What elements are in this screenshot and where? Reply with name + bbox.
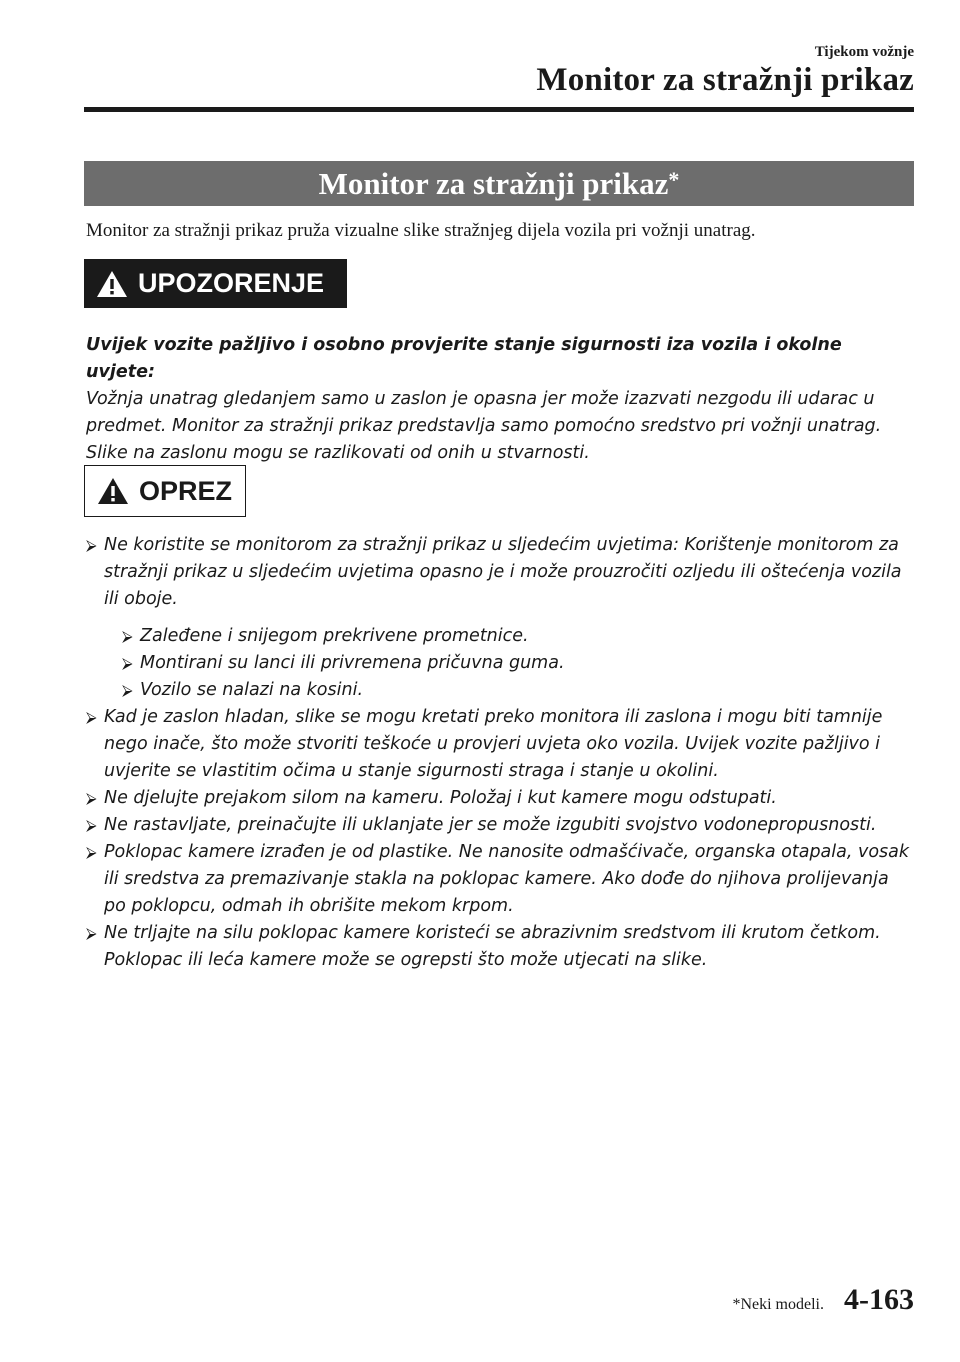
caution-item — [86, 785, 916, 812]
warning-label: UPOZORENJE — [138, 268, 325, 298]
page-number: 4-163 — [844, 1283, 914, 1316]
caution-subitem — [122, 650, 916, 677]
footnote: *Neki modeli. — [732, 1296, 824, 1313]
caution-item-text: Ne trljajte na silu poklopac kamere koristeći se abrazivnim sredstvom ili krutom četkom. Poklopac ili leća kamere može se ogrepsti što može utjecati na slike. — [104, 923, 881, 970]
warning-body: Vožnja unatrag gledanjem samo u zaslon je opasna jer može izazvati nezgodu ili udarac u predmet. Monitor za stražnji prikaz predstavlja samo pomoćno sredstvo pri vožnji unatrag. Slike na zaslonu mogu se razlikovati od onih u stvarnosti. — [86, 389, 882, 463]
running-header-title: Monitor za stražnji prikaz — [536, 62, 914, 98]
warning-triangle-icon — [96, 270, 128, 298]
caution-item — [86, 704, 916, 785]
arrowhead-bullet-icon: ⮚ — [86, 789, 97, 807]
caution-label: OPREZ — [139, 475, 233, 506]
arrowhead-bullet-icon: ⮚ — [86, 708, 97, 726]
caution-item-text: Ne rastavljate, preinačujte ili uklanjate jer se može izgubiti svojstvo vodonepropusnosti. — [104, 815, 877, 835]
arrowhead-bullet-icon: ⮚ — [122, 681, 133, 699]
caution-item-text: Ne koristite se monitorom za stražnji prikaz u sljedećim uvjetima: Korištenje monitorom za stražnji prikaz u sljedećim uvjetima opasno je i može prouzročiti ozljedu ili oštećenja vozila ili oboje. — [104, 535, 902, 609]
caution-item — [86, 920, 916, 974]
caution-subitem-text: Montirani su lanci ili privremena pričuvna guma. — [140, 653, 565, 673]
caution-subitem — [122, 623, 916, 650]
caution-item — [86, 812, 916, 839]
caution-item-text: Poklopac kamere izrađen je od plastike. Ne nanosite odmašćivače, organska otapala, vosak ili sredstva za premazivanje stakla na poklopac kamere. Ako dođe do njihova prolijevanja po poklopcu, odmah ih obrišite mekom krpom. — [104, 842, 910, 916]
arrowhead-bullet-icon: ⮚ — [86, 536, 97, 554]
caution-list — [86, 532, 916, 974]
caution-item-text: Ne djelujte prejakom silom na kameru. Položaj i kut kamere mogu odstupati. — [104, 788, 777, 808]
section-intro: Monitor za stražnji prikaz pruža vizualne slike stražnjeg dijela vozila pri vožnji unatrag. — [86, 220, 756, 241]
running-header-chapter: Tijekom vožnje — [814, 44, 914, 60]
arrowhead-bullet-icon: ⮚ — [122, 654, 133, 672]
warning-heading: Uvijek vozite pažljivo i osobno provjerite stanje sigurnosti iza vozila i okolne uvjete: — [86, 335, 842, 382]
header-divider — [84, 107, 914, 112]
caution-subitem-text: Zaleđene i snijegom prekrivene prometnice. — [140, 626, 529, 646]
caution-item-text: Kad je zaslon hladan, slike se mogu kretati preko monitora ili zaslona i mogu biti tamnije nego inače, što može stvoriti teškoće u provjeri uvjeta oko vozila. Uvijek vozite pažljivo i uvjerite se vlastitim očima u stanje sigurnosti straga i stanje u okolini. — [104, 707, 883, 781]
section-title-banner — [84, 161, 914, 206]
caution-subitem — [122, 677, 916, 704]
section-title: Monitor za stražnji prikaz — [318, 165, 669, 201]
warning-badge — [84, 259, 347, 308]
caution-sublist — [104, 623, 916, 704]
caution-item — [86, 532, 916, 704]
section-asterisk: * — [668, 166, 680, 192]
arrowhead-bullet-icon: ⮚ — [86, 843, 97, 861]
warning-triangle-icon — [97, 477, 129, 505]
caution-subitem-text: Vozilo se nalazi na kosini. — [140, 680, 364, 700]
warning-text-block — [86, 332, 916, 467]
caution-badge — [84, 465, 246, 517]
arrowhead-bullet-icon: ⮚ — [122, 627, 133, 645]
arrowhead-bullet-icon: ⮚ — [86, 816, 97, 834]
caution-item — [86, 839, 916, 920]
arrowhead-bullet-icon: ⮚ — [86, 924, 97, 942]
